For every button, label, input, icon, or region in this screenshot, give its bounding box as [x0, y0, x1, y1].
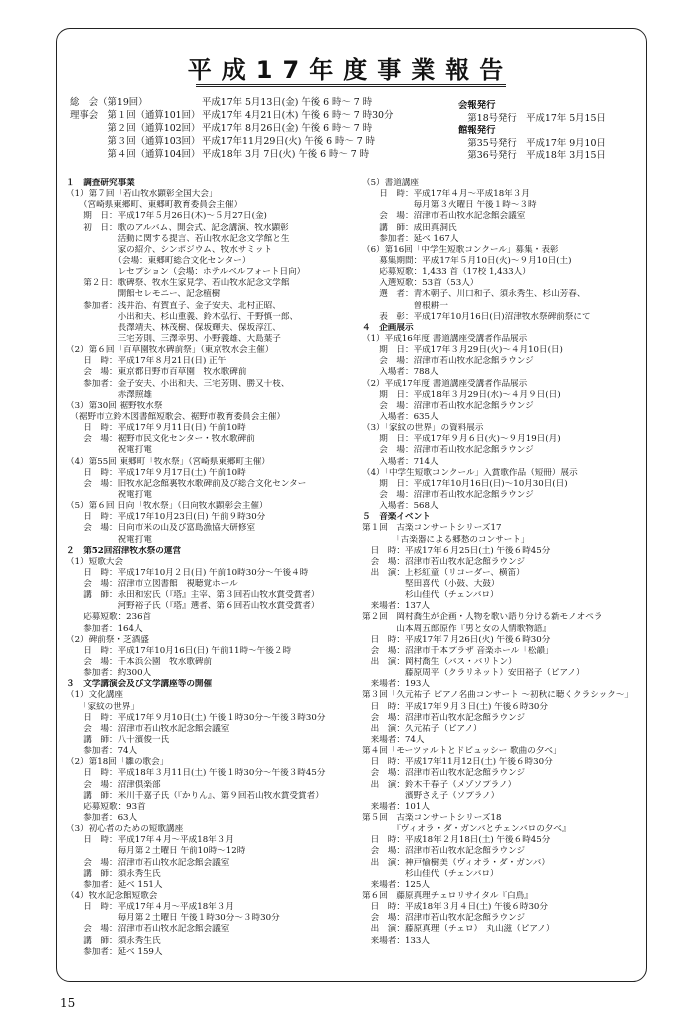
report-line: （2）第６回「百草園牧水碑前祭」（東京牧水会主催）: [66, 345, 274, 356]
title-underline: [196, 84, 506, 87]
report-line: 日 時：平成18年２月18日(土) 午後６時45分: [362, 835, 551, 846]
meeting-label: 第２回（通算102回）: [70, 123, 201, 134]
report-line: 祝電打電: [66, 445, 152, 456]
report-line: 会 場：沼津市若山牧水記念館会議室: [66, 924, 230, 935]
report-line: 日 時：平成17年９月17日(土) 午前10時: [66, 467, 246, 478]
report-line: （会場：東郷町総合文化センター）: [66, 255, 251, 266]
report-line: 第２回 岡村喬生が企画・人物を歌い語り分ける新モノオペラ: [362, 612, 603, 623]
meeting-row: [70, 135, 450, 148]
report-line: 入場者：788人: [362, 367, 439, 378]
report-line: （3）「家紋の世界」の資料展示: [362, 423, 484, 434]
report-line: （1）文化講座: [66, 690, 124, 701]
report-line: 家の紹介、シンポジウム、牧水サミット: [66, 244, 273, 255]
meeting-row: [70, 148, 450, 161]
report-line: 日 時：平成17年４月〜平成18年３月: [66, 835, 234, 846]
report-line: 出 演：神戸愉樹美（ヴィオラ・ダ・ガンバ）: [362, 857, 550, 868]
report-line: 日 時：平成17年７月26日(火) 午後６時30分: [362, 634, 551, 645]
publications-block: [458, 100, 638, 163]
report-line: （1）短歌大会: [66, 556, 124, 567]
report-line: 毎月第２土曜日 午後１時30分〜３時30分: [66, 913, 280, 924]
meeting-date: 平成18年 3月 7日(火) 午後 6 時〜 7 時: [202, 149, 370, 160]
report-line: （4）「中学生短歌コンクール」入賞歌作品（短冊）展示: [362, 467, 578, 478]
report-line: 日 時：平成17年６月25日(土) 午後６時45分: [362, 545, 551, 556]
section-heading: ３ 文学講演会及び文学講座等の開催: [66, 679, 213, 690]
report-line: 参加者：延べ 167人: [362, 233, 459, 244]
report-line: 杉山佳代（チェンバロ）: [362, 868, 499, 879]
report-line: 応募短歌：236首: [66, 612, 152, 623]
meeting-row: [70, 122, 450, 135]
report-line: 『ヴィオラ・ダ・ガンバとチェンバロの夕べ』: [362, 824, 571, 835]
meeting-date: 平成17年 8月26日(金) 午後 6 時〜 7 時: [202, 123, 373, 134]
report-line: 赤澤照雄: [66, 389, 152, 400]
report-line: 参加者：164人: [66, 623, 143, 634]
report-line: 入選短歌：53首（53人）: [362, 278, 479, 289]
report-line: 来場者：125人: [362, 879, 430, 890]
report-line: 杉山佳代（チェンバロ）: [362, 590, 499, 601]
report-line: 講 師：米川千嘉子氏（『かりん』、第９回若山牧水賞受賞者）: [66, 790, 324, 801]
report-line: 会 場：東京都日野市百草園 牧水歌碑前: [66, 367, 247, 378]
report-line: 会 場：沼津市若山牧水記念館会議室: [362, 211, 526, 222]
report-line: 講 師：須永秀生氏: [66, 935, 161, 946]
meetings-block: [70, 96, 450, 161]
report-line: 河野裕子氏（『塔』選者、第６回若山牧水賞受賞者）: [66, 601, 320, 612]
report-line: 会 場：沼津市立図書館 視聴覚ホール: [66, 579, 238, 590]
report-line: 会 場：沼津市千本プラザ 音楽ホール「松韻」: [362, 645, 554, 656]
report-line: （2）第18回「雛の歌会」: [66, 757, 169, 768]
report-line: 毎月第３火曜日 午後１時〜３時: [362, 200, 537, 211]
report-line: 会 場：沼津市若山牧水記念館ラウンジ: [362, 489, 534, 500]
publication-heading: 会報発行: [458, 100, 496, 111]
report-line: 堅田喜代（小鼓、大鼓）: [362, 579, 500, 590]
report-line: 出 演：鈴木千春子（メゾソプラノ）: [362, 779, 517, 790]
report-line: 期 日：平成17年９月６日(火)〜９月19日(月): [362, 434, 561, 445]
report-line: 来場者：193人: [362, 679, 430, 690]
report-line: （3）初心者のための短歌講座: [66, 824, 184, 835]
report-line: 募集期間：平成17年５月10日(火)〜９月10日(土): [362, 255, 572, 266]
report-line: 日 時：平成17年10月２日(日) 午前10時30分〜午後４時: [66, 567, 309, 578]
meeting-date: 平成17年11月29日(火) 午後 6 時〜 7 時: [202, 136, 376, 147]
report-line: 講 師：永田和宏氏（『塔』主宰、第３回若山牧水賞受賞者）: [66, 590, 320, 601]
report-line: 来場者：133人: [362, 935, 430, 946]
section-heading: ４ 企画展示: [362, 322, 414, 333]
report-line: 応募短歌：93首: [66, 801, 146, 812]
report-line: 日 時：平成17年10月23日(日) 午前９時30分: [66, 512, 266, 523]
report-line: 入場者：714人: [362, 456, 439, 467]
section-heading: １ 調査研究事業: [66, 178, 135, 188]
report-line: 第５回 古楽コンサートシリーズ18: [362, 813, 502, 824]
publication-item: 第36号発行 平成18年 3月15日: [458, 150, 606, 161]
report-line: 会 場：沼津市若山牧水記念館ラウンジ: [362, 556, 526, 567]
report-line: 会 場：沼津市若山牧水記念館ラウンジ: [362, 768, 526, 779]
report-line: 日 時：平成17年４月〜平成18年３月: [66, 902, 234, 913]
report-line: 会 場：日向市米の山及び富島漁協大研修室: [66, 523, 256, 534]
report-line: 会 場：裾野市民文化センター・牧水歌碑前: [66, 434, 255, 445]
report-line: 藤原周平（クラリネット）安田裕子（ピアノ）: [362, 668, 585, 679]
report-line: 出 演：藤原真理（チェロ） 丸山滋（ピアノ）: [362, 924, 555, 935]
report-line: 祝電打電: [66, 534, 152, 545]
meeting-date: 平成17年 5月13日(金) 午後 6 時〜 7 時: [202, 97, 373, 108]
report-line: 「家紋の世界」: [66, 701, 140, 712]
report-line: 来場者：137人: [362, 601, 430, 612]
report-line: 来場者：101人: [362, 801, 430, 812]
report-line: 参加者：延べ 151人: [66, 879, 163, 890]
report-line: 日 時：平成17年９月３日(土) 午後６時30分: [362, 701, 548, 712]
report-line: 会 場：沼津市若山牧水記念館ラウンジ: [362, 356, 534, 367]
publication-item: 第18号発行 平成17年 5月15日: [458, 112, 606, 124]
report-line: 会 場：千本浜公園 牧水歌碑前: [66, 657, 213, 668]
report-line: 第６回 藤原真理チェロリサイタル『白鳥』: [362, 891, 533, 901]
report-line: （2）碑前祭・芝酒盛: [66, 634, 149, 645]
report-line: 日 時：平成18年３月４日(土) 午後６時30分: [362, 902, 548, 913]
report-line: 日 時：平成17年９月10日(土) 午後１時30分〜午後３時30分: [66, 712, 326, 723]
meeting-label: 総 会（第19回）: [70, 97, 148, 108]
report-line: 会 場：沼津市若山牧水記念館会議室: [66, 723, 230, 734]
report-line: レセプション（会場：ホテルベルフォート日向）: [66, 267, 306, 278]
report-line: 長澤靖夫、林茂樹、保坂輝夫、保坂淳江、: [66, 322, 281, 333]
report-line: （宮崎県東郷町、東郷町教育委員会主催）: [66, 200, 243, 211]
report-line: （5）書道講座: [362, 178, 420, 188]
report-line: （4）牧水記念館短歌会: [66, 891, 158, 901]
report-line: 第１回 古楽コンサートシリーズ17: [362, 523, 502, 534]
report-line: 出 演：上杉紅童（リコーダー、横笛）: [362, 567, 525, 578]
report-line: 第４回「モーツァルトとドビュッシー 歌曲の夕べ」: [362, 746, 562, 757]
report-line: 日 時：平成17年４月〜平成18年３月: [362, 189, 530, 200]
report-line: （4）第55回 東郷町「牧水祭」（宮崎県東郷町主催）: [66, 456, 270, 467]
left-column: [66, 178, 351, 958]
report-line: （6）第16回「中学生短歌コンクール」募集・表彰: [362, 244, 559, 255]
publication-heading: 館報発行: [458, 125, 496, 136]
report-line: 日 時：平成18年３月11日(土) 午後１時30分〜午後３時45分: [66, 768, 326, 779]
report-line: 会 場：沼津市若山牧水記念館ラウンジ: [362, 445, 534, 456]
report-line: 初 日：歌のアルバム、開会式、記念講演、牧水顕彰: [66, 222, 289, 233]
report-line: 小出和夫、杉山重義、鈴木弘行、千野慎一郎、: [66, 311, 299, 322]
report-line: 祝電打電: [66, 489, 152, 500]
report-line: 期 日：平成17年10月16日(日)〜10月30日(日): [362, 478, 568, 489]
report-line: 参加者：74人: [66, 746, 138, 757]
report-line: 開館セレモニー、記念植樹: [66, 289, 221, 300]
report-line: 出 演：岡村喬生（バス・バリトン）: [362, 657, 517, 668]
report-line: 来場者：74人: [362, 735, 425, 746]
report-line: 会 場：旧牧水記念館裏牧水歌碑前及び総合文化センター: [66, 478, 307, 489]
page-title: 平成17年度事業報告: [187, 56, 514, 84]
report-line: 入場者：635人: [362, 411, 439, 422]
report-line: 日 時：平成17年９月11日(日) 午前10時: [66, 423, 246, 434]
section-heading: ２ 第52回沼津牧水祭の運営: [66, 545, 182, 556]
report-line: 期 日：平成18年３月29日(水)〜４月９日(日): [362, 389, 561, 400]
report-line: 曽根耕一: [362, 300, 448, 311]
meeting-label: 第３回（通算103回）: [70, 136, 201, 147]
report-line: 会 場：沼津市若山牧水記念館会議室: [66, 857, 230, 868]
page-number: 15: [60, 996, 76, 1010]
report-line: 期 日：平成17年３月29日(火)〜４月10日(日): [362, 345, 563, 356]
report-line: 日 時：平成17年10月16日(日) 午前11時〜午後２時: [66, 645, 292, 656]
report-line: 会 場：沼津市若山牧水記念館ラウンジ: [362, 712, 526, 723]
report-line: 三宅芳則、三澤幸男、小野義雄、大島葉子: [66, 333, 281, 344]
meeting-row: [70, 96, 450, 109]
report-line: 会 場：沼津市若山牧水記念館ラウンジ: [362, 913, 526, 924]
report-line: 出 演：久元祐子（ピアノ）: [362, 723, 482, 734]
report-line: 濱野さえ子（ソプラノ）: [362, 790, 500, 801]
report-line: 応募短歌：1,433 首（17校 1,433人）: [362, 267, 531, 278]
report-line: 会 場：沼津市若山牧水記念館ラウンジ: [362, 400, 534, 411]
report-line: 第３回「久元祐子 ピアノ名曲コンサート 〜初秋に聴くクラシック〜」: [362, 690, 634, 701]
meeting-label: 第４回（通算104回）: [70, 149, 201, 160]
report-line: 会 場：沼津市若山牧水記念館ラウンジ: [362, 846, 526, 857]
report-line: 期 日：平成17年５月26日(木)〜５月27日(金): [66, 211, 267, 222]
report-line: （1）第７回「若山牧水顕彰全国大会」: [66, 189, 218, 200]
report-line: 選 者：青木朝子、川口和子、須永秀生、杉山芳春、: [362, 289, 586, 300]
report-line: （5）第６回 日向「牧水祭」（日向牧水顕彰会主催）: [66, 501, 268, 512]
report-line: 表 彰：平成17年10月16日(日)沼津牧水祭碑前祭にて: [362, 311, 591, 322]
meeting-label: 理事会 第１回（通算101回）: [70, 110, 201, 121]
report-line: 日 時：平成17年８月21日(日) 正午: [66, 356, 227, 367]
report-line: 会 場：沼津倶楽部: [66, 779, 161, 790]
section-heading: ５ 音楽イベント: [362, 512, 431, 523]
report-line: 参加者：延べ 159人: [66, 946, 163, 957]
right-column: [362, 178, 644, 947]
report-line: 参加者：金子安夫、小出和夫、三宅芳則、勝又十枝、: [66, 378, 290, 389]
report-line: 入場者：568人: [362, 501, 439, 512]
meeting-date: 平成17年 4月21日(木) 午後 6 時〜 7 時30分: [202, 110, 394, 121]
report-line: （裾野市立鈴木図書館短歌会、裾野市教育委員会主催）: [66, 411, 286, 422]
report-line: 山本周五郎原作『男と女の人情歌物語』: [362, 623, 552, 634]
report-line: 毎月第２土曜日 午前10時〜12時: [66, 846, 246, 857]
publication-item: 第35号発行 平成17年 9月10日: [458, 137, 606, 149]
report-line: 「古楽器による郷愁のコンサート」: [362, 534, 530, 545]
report-line: 日 時：平成17年11月12日(土) 午後６時30分: [362, 757, 553, 768]
report-line: 活動に関する提言、若山牧水記念文学館と生: [66, 233, 290, 244]
report-line: 第２日：歌碑祭、牧水生家見学、若山牧水記念文学館: [66, 278, 290, 289]
meeting-row: [70, 109, 450, 122]
report-line: 講 師：成田真洞氏: [362, 222, 457, 233]
report-line: 参加者：63人: [66, 813, 138, 824]
report-line: 参加者：約300人: [66, 668, 152, 679]
report-line: 講 師：須永秀生氏: [66, 868, 161, 879]
report-line: 講 師：八十濱俊一氏: [66, 735, 170, 746]
report-line: 参加者：浅井治、有賀直子、金子安夫、北村正昭、: [66, 300, 281, 311]
report-line: （2）平成17年度 書道講座受講者作品展示: [362, 378, 528, 389]
report-line: （1）平成16年度 書道講座受講者作品展示: [362, 333, 528, 344]
report-line: （3）第30回 裾野牧水祭: [66, 400, 163, 411]
